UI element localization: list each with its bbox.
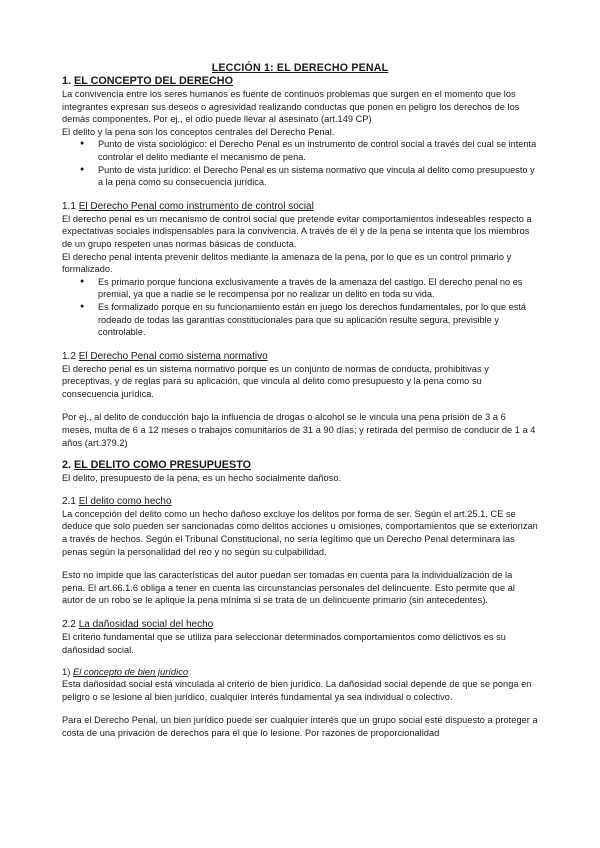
- section-2-1-heading: [62, 495, 538, 508]
- section-2-number: 2.: [62, 459, 72, 472]
- section-2-1-number: 2.1: [62, 495, 76, 507]
- section-2-1-paragraph: Esto no impide que las características del autor puedan ser tomadas en cuenta para la individualización de la pena. El art.66.1.6 obliga a tener en cuenta las circunstancias personales del delincuente. Esto permite que al autor de un robo se le aplique la pena mínima si se trata de un delincuente primario (sin antecedentes).: [62, 570, 515, 606]
- document-title: LECCIÓN 1: EL DERECHO PENAL: [211, 62, 389, 74]
- section-1-heading: [62, 75, 538, 88]
- section-2-2-number: 2.2: [62, 619, 76, 630]
- section-2-heading: [62, 459, 538, 472]
- section-1-1-number: 1.1: [62, 200, 76, 212]
- subsection-paragraph: Para el Derecho Penal, un bien jurídico puede ser cualquier interés que un grupo social esté dispuesto a proteger a costa de una privación de derechos para el que lo lesione. Por razones de proporcionalidad: [62, 715, 538, 738]
- section-2-paragraph: El delito, presupuesto de la pena, es un hecho socialmente dañoso.: [62, 473, 342, 484]
- section-1-2-title: El Derecho Penal como sistema normativo: [78, 350, 268, 362]
- section-1-paragraph: El delito y la pena son los conceptos centrales del Derecho Penal.: [62, 126, 335, 137]
- section-1-paragraph: La convivencia entre los seres humanos es fuente de continuos problemas que surgen en el momento que los integrantes expresan sus deseos o agresividad realizando conductas que ponen en peligro los derechos de los demás componentes. Por ej., el odio puede llevar al asesinato (art.149 CP): [62, 89, 520, 125]
- section-2-title: EL DELITO COMO PRESUPUESTO: [74, 459, 251, 472]
- bullet-item: ● Punto de vista jurídico: el Derecho Penal es un sistema normativo que vincula al delito como presupuesto y a la pena como su consecuencia jurídica.: [62, 164, 538, 189]
- subsection-number: 1): [62, 666, 71, 678]
- section-1-2-number: 1.2: [62, 350, 76, 362]
- bullet-item: ● Punto de vista sociológico: el Derecho Penal es un instrumento de control social a través del cual se intenta controlar el delito mediante el mecanismo de pena.: [62, 138, 538, 163]
- section-1-1-heading: [62, 200, 538, 213]
- section-2-2-heading: [62, 618, 538, 631]
- section-1-2-paragraph: El derecho penal es un sistema normativo porque es un conjunto de normas de conducta, prohibitivas y preceptivas, y de reglas para su aplicación, que vincula al delito como presupuesto y la pena como su consecuencia jurídica.: [62, 363, 489, 399]
- section-1-2-heading: [62, 350, 538, 363]
- section-1-title: EL CONCEPTO DEL DERECHO: [74, 75, 233, 87]
- document-page: [62, 62, 538, 740]
- section-1-bullet-list: [62, 138, 538, 188]
- section-1-1-bullet-list: [62, 276, 538, 339]
- section-1-1-paragraph: El derecho penal intenta prevenir delitos mediante la amenaza de la pena, por lo que es un control primario y formalizado.: [62, 251, 512, 275]
- section-2-2-title: La dañosidad social del hecho: [78, 619, 214, 630]
- section-2-1-title: El delito como hecho: [78, 495, 172, 507]
- subsection-paragraph: Esta dañosidad social está vinculada al criterio de bien jurídico. La dañosidad social depende de que se ponga en peligro o se lesione al bien jurídico, cualquier interés fundamental ya sea individual o colectivo.: [62, 679, 532, 702]
- subsection-bien-juridico-heading: [62, 666, 538, 678]
- subsection-title: El concepto de bien jurídico: [72, 666, 189, 678]
- section-1-1-title: El Derecho Penal como instrumento de control social: [78, 200, 314, 212]
- bullet-item: ● Es formalizado porque en su funcionamiento están en juego los derechos fundamentales, por lo que está rodeado de todas las garantías constitucionales para que su aplicación resulte segura, previsible y controlable.: [62, 301, 538, 339]
- section-1-1-paragraph: El derecho penal es un mecanismo de control social que pretende evitar comportamientos indeseables respecto a expectativas sociales indispensables para la convivencia. A través de él y de la pena se intenta que los miembros de un grupo respeten unas normas básicas de conducta.: [62, 213, 532, 249]
- section-2-1-paragraph: La concepción del delito como un hecho dañoso excluye los delitos por forma de ser. Según el art.25.1. CE se deduce que solo pueden ser sancionadas como delitos acciones u omisiones, comportamientos que se exteriorizan a través de hechos. Según el Tribunal Constitucional, no sería legítimo que un Derecho Penal determinara las penas según la personalidad del reo y no según su culpabilidad.: [62, 508, 538, 557]
- section-1-number: 1.: [62, 75, 72, 87]
- section-1-2-paragraph: Por ej., al delito de conducción bajo la influencia de drogas o alcohol se le vincula una pena prisión de 3 a 6 meses, multa de 6 a 12 meses o trabajos comunitarios de 31 a 90 días; y retirada del permiso de conducir de 1 a 4 años (art.379.2): [62, 412, 536, 448]
- section-2-2-paragraph: El criterio fundamental que se utiliza para seleccionar determinados comportamientos como delictivos es su dañosidad social.: [62, 632, 506, 655]
- bullet-item: ● Es primario porque funciona exclusivamente a través de la amenaza del castigo. El derecho penal no es premial, ya que a nadie se le recompensa por no realizar un delito en toda su vida.: [62, 276, 538, 301]
